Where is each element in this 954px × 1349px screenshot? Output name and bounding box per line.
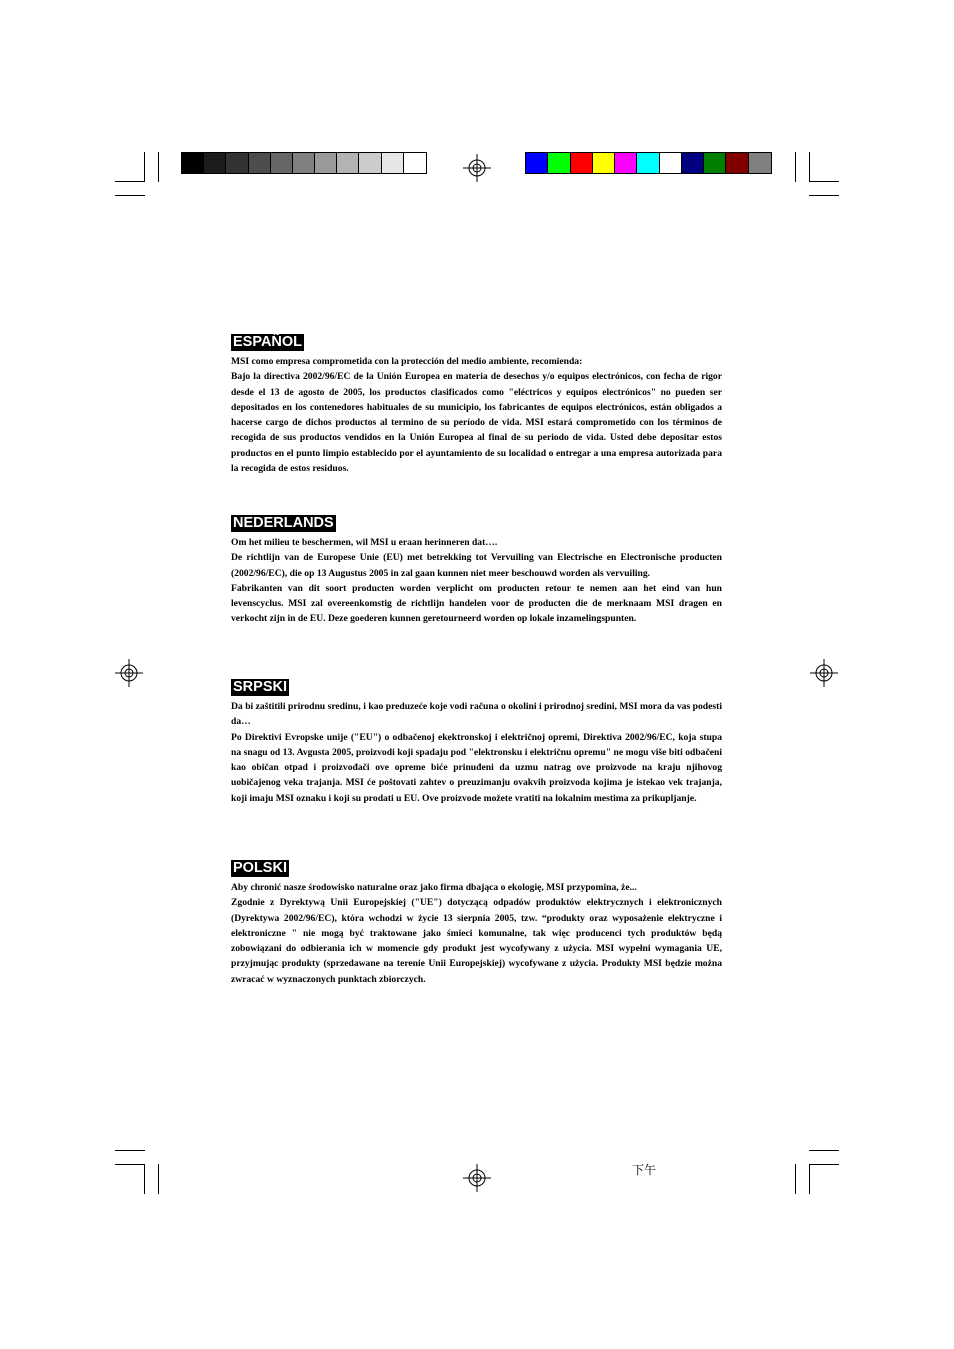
page-number: 下午 xyxy=(632,1163,657,1177)
registration-mark-left-icon xyxy=(115,659,143,687)
section-srpski xyxy=(231,678,722,806)
paragraph: MSI como empresa comprometida con la protección del medio ambiente, recomienda: xyxy=(231,356,583,367)
process-color-bar xyxy=(525,152,772,174)
color-swatch xyxy=(548,153,570,173)
registration-mark-bottom-icon xyxy=(463,1164,491,1192)
color-swatch xyxy=(682,153,704,173)
color-swatch xyxy=(182,153,204,173)
section-polski xyxy=(231,859,722,987)
section-espanol xyxy=(231,333,722,476)
section-nederlands xyxy=(231,514,722,627)
color-swatch xyxy=(526,153,548,173)
color-swatch xyxy=(315,153,337,173)
section-heading: SRPSKI xyxy=(233,679,287,695)
registration-mark-top-icon xyxy=(463,154,491,182)
color-swatch xyxy=(704,153,726,173)
color-swatch xyxy=(749,153,771,173)
color-swatch xyxy=(637,153,659,173)
paragraph: Po Direktivi Evropske unije ("EU") o odbačenoj ekektronskoj i električnoj opremi, Direktiva 2002/96/EC, koja stupa na snagu od 13. Avgusta 2005, proizvodi koji spadaju pod "elektronsku i električnu opremu" ne mogu više biti odbačeni kao običan otpad i proizvođači ove opreme biće prinuđeni da uzmu natrag ove proizvode na kraju njihovog uobičajenog veka trajanja. MSI će poštovati zahtev o preuzimanju ovakvih proizvoda kojima je istekao vek trajanja, koji imaju MSI oznaku i koji su prodati u EU. Ove proizvode možete vratiti na lokalnim mestima za prikupljanje. xyxy=(231,731,722,804)
color-swatch xyxy=(337,153,359,173)
paragraph: Fabrikanten van dit soort producten worden verplicht om producten retour te nemen aan het eind van hun levenscyclus. MSI zal overeenkomstig de richtlijn handelen voor de producten die de merknaam MSI dragen en verkocht zijn in de EU. Deze goederen kunnen geretourneerd worden op lokale inzamelingspunten. xyxy=(231,582,722,625)
section-heading: NEDERLANDS xyxy=(233,515,334,531)
color-swatch xyxy=(571,153,593,173)
section-heading: POLSKI xyxy=(233,860,287,876)
color-swatch xyxy=(249,153,271,173)
paragraph: Om het milieu te beschermen, wil MSI u eraan herinneren dat…. xyxy=(231,537,498,548)
color-swatch xyxy=(615,153,637,173)
paragraph: Bajo la directiva 2002/96/EC de la Unión Europea en materia de desechos y/o equipos electrónicos, con fecha de rigor desde el 13 de agosto de 2005, los productos clasificados como "eléctricos y equipos electrónicos" no pueden ser depositados en los contenedores habituales de su municipio, los fabricantes de equipos electrónicos, están obligados a hacerse cargo de dichos productos al termino de su período de vida. MSI estará comprometido con los términos de recogida de sus productos vendidos en la Unión Europea al final de su periodo de vida. Usted debe depositar estos productos en el punto limpio establecido por el ayuntamiento de su localidad o entregar a una empresa autorizada para la recogida de estos residuos. xyxy=(231,371,722,475)
color-swatch xyxy=(726,153,748,173)
paragraph: Da bi zaštitili prirodnu sredinu, i kao preduzeće koje vodi računa o okolini i prirodnoj sredini, MSI mora da vas podesti da… xyxy=(231,701,722,728)
color-swatch xyxy=(204,153,226,173)
color-swatch xyxy=(382,153,404,173)
section-heading: ESPAÑOL xyxy=(233,334,303,350)
paragraph: Zgodnie z Dyrektywą Unii Europejskiej ("UE") dotyczącą odpadów produktów elektrycznych i elektronicznych (Dyrektywa 2002/96/EC), która wchodzi w życie 13 sierpnia 2005, tzw. “produkty oraz wyposażenie elektryczne i elektroniczne " nie mogą być traktowane jako śmieci komunalne, tak więc producenci tych produktów będą zobowiązani do odbierania ich w momencie gdy produkt jest wycofywany z użycia. MSI wypełni wymagania UE, przyjmując produkty (sprzedawane na terenie Unii Europejskiej) wycofywane z użycia. Produkty MSI będzie można zwracać w wyznaczonych punktach zbiorczych. xyxy=(231,897,722,985)
color-swatch xyxy=(226,153,248,173)
paragraph: De richtlijn van de Europese Unie (EU) met betrekking tot Vervuiling van Electrische en Electronische producten (2002/96/EC), die op 13 Augustus 2005 in zal gaan kunnen niet meer beschouwd worden als vervuiling. xyxy=(231,552,722,579)
color-swatch xyxy=(404,153,426,173)
color-swatch xyxy=(359,153,381,173)
color-swatch xyxy=(293,153,315,173)
grayscale-color-bar xyxy=(181,152,427,174)
color-swatch xyxy=(271,153,293,173)
registration-mark-right-icon xyxy=(810,659,838,687)
color-swatch xyxy=(660,153,682,173)
paragraph: Aby chronić nasze środowisko naturalne oraz jako firma dbająca o ekologię, MSI przypomina, że... xyxy=(231,882,637,893)
color-swatch xyxy=(593,153,615,173)
